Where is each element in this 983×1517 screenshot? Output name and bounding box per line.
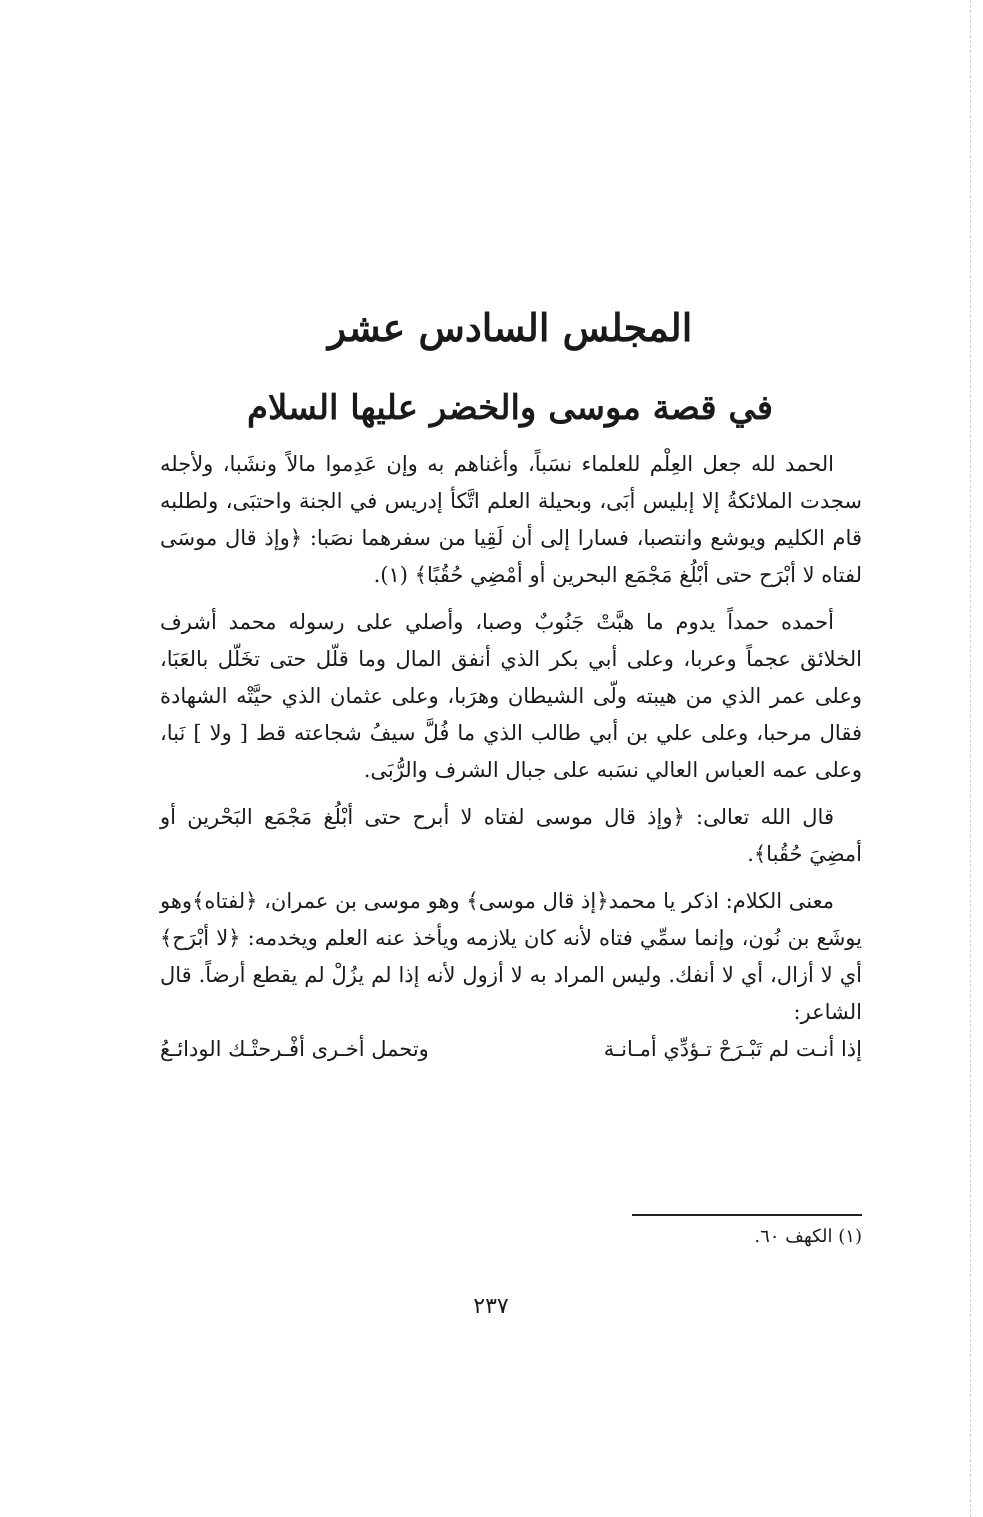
chapter-title: المجلس السادس عشر <box>327 305 693 350</box>
page-body <box>160 446 862 1068</box>
chapter-subtitle: في قصة موسى والخضر عليها السلام <box>246 388 774 428</box>
paragraph-meaning: معنى الكلام: اذكر يا محمد﴿إذ قال موسى﴾ وهو موسى بن عمران، ﴿لفتاه﴾وهو يوشَع بن نُون، وإنما سمِّي فتاه لأنه كان يلازمه ويأخذ عنه العلم ويخدمه: ﴿لا أبْرَح﴾ أي لا أزال، أي لا أنفك. وليس المراد به لا أزول لأنه إذا لم يزُلْ لم يقطع أرضاً. قال الشاعر: <box>160 889 862 1024</box>
verse-second-hemistich: وتحمل أخـرى أفْـرحتْـك الودائـعُ <box>160 1037 429 1061</box>
scan-edge-line <box>970 0 971 1517</box>
page-number: ٢٣٧ <box>473 1294 509 1319</box>
poetry-verse <box>160 1031 862 1068</box>
chapter-heading <box>160 290 860 444</box>
footnote: (١) الكهف ٦٠. <box>754 1226 862 1247</box>
paragraph-opening: الحمد لله جعل العِلْم للعلماء نسَباً، وأغناهم به وإن عَدِموا مالاً ونشَبا، ولأجله سجدت الملائكةُ إلا إبليس أبَى، وبحيلة العلم اتَّكأ إدريس في الجنة واحتبَى، ولطلبه قام الكليم ويوشع وانتصبا، فسارا إلى أن لَقِيا من سفرهما نصَبا: ﴿وإذ قال موسَى لفتاه لا أبْرَح حتى أبْلُغ مَجْمَع البحرين أو أمْضِي حُقُبًا﴾ (١). <box>160 452 862 587</box>
paragraph-praise: أحمده حمداً يدوم ما هبَّتْ جَنُوبٌ وصبا، وأصلي على رسوله محمد أشرف الخلائق عجماً وعربا، وعلى أبي بكر الذي أنفق المال وما قلّل حتى تخَلّل بالعَبَا، وعلى عمر الذي من هيبته ولّى الشيطان وهرَبا، وعلى عثمان الذي حيَّتْه الشهادة فقال مرحبا، وعلى علي بن أبي طالب الذي ما فُلَّ سيفُ شجاعته قط [ ولا ] نَبا، وعلى عمه العباس العالي نسَبه على جبال الشرف والرُّبَى. <box>160 610 862 782</box>
footnote-divider <box>632 1214 862 1216</box>
paragraph-quran-verse: قال الله تعالى: ﴿وإذ قال موسى لفتاه لا أبرح حتى أبْلُغ مَجْمَع البَحْرين أو أمضِيَ حُقُبا﴾. <box>160 805 862 866</box>
verse-first-hemistich: إذا أنـت لم تَبْـرَحْ تـؤدِّي أمـانـة <box>603 1037 862 1061</box>
